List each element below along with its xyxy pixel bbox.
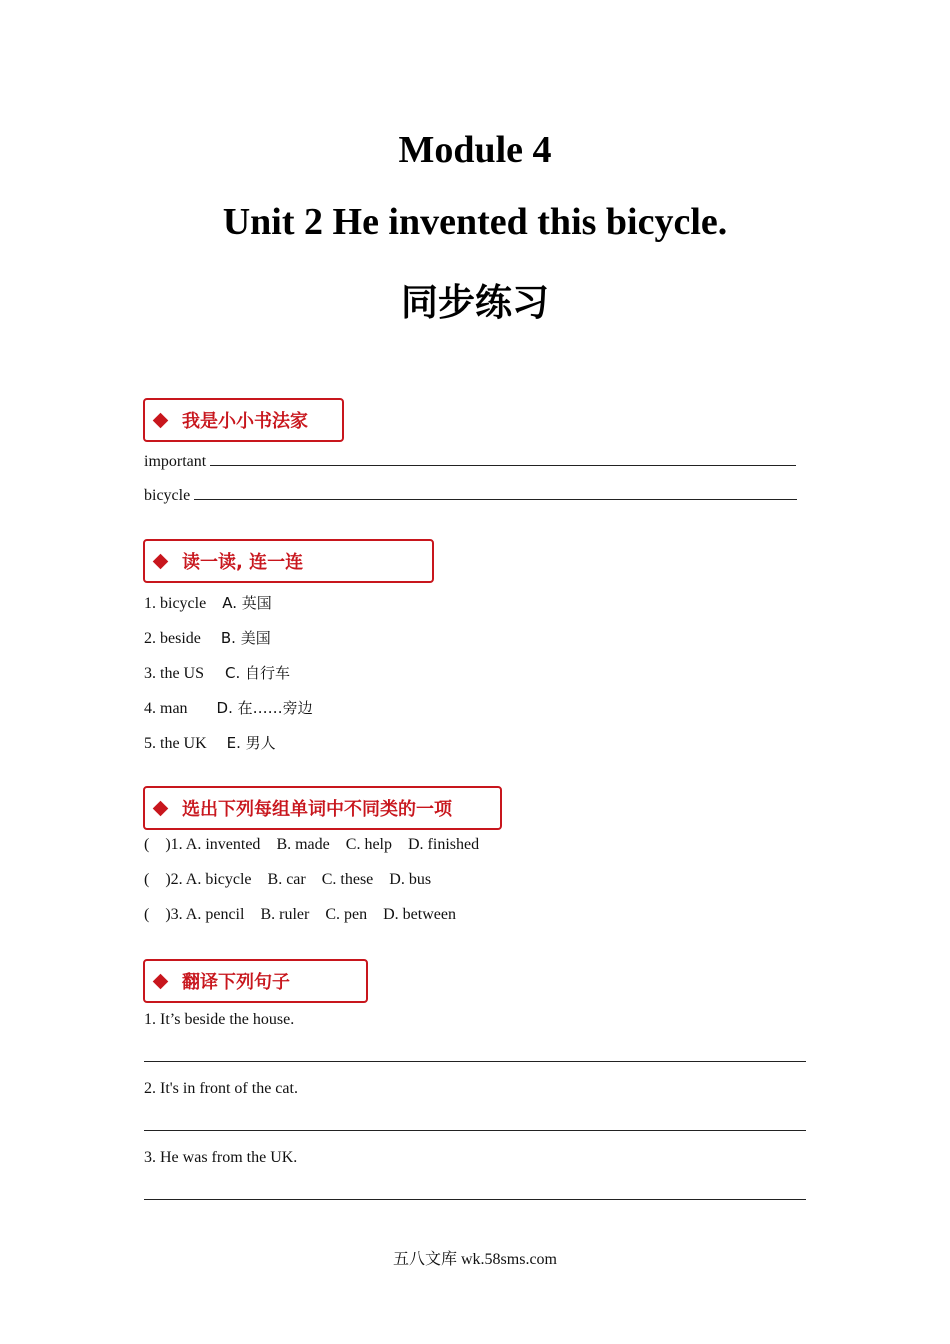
question-row — [144, 871, 431, 889]
match-right: B. 美国 — [220, 629, 271, 647]
section-header-calligraphy — [143, 398, 344, 442]
match-right: E. 男人 — [226, 734, 276, 752]
diamond-bullet-icon — [153, 800, 169, 816]
section-header-matching — [143, 539, 434, 583]
answer-line[interactable] — [144, 1199, 806, 1200]
option: B. ruler — [260, 906, 310, 923]
copy-word-row — [144, 485, 797, 505]
sentence: 2. It's in front of the cat. — [144, 1080, 298, 1097]
word-label: bicycle — [144, 487, 191, 504]
answer-line[interactable] — [144, 1130, 806, 1131]
option: A. invented — [185, 836, 261, 853]
question-prefix[interactable]: ( )2. — [144, 871, 183, 888]
section-title: 翻译下列句子 — [182, 972, 290, 993]
subtitle: 同步练习 — [401, 281, 549, 324]
word-label: important — [144, 453, 207, 470]
match-item — [144, 662, 290, 683]
match-left: 4. man — [144, 700, 188, 717]
question-prefix[interactable]: ( )3. — [144, 906, 183, 923]
option: D. bus — [389, 871, 432, 888]
question-row — [144, 906, 456, 924]
option: A. bicycle — [185, 871, 252, 888]
question-row — [144, 836, 479, 854]
sentence: 3. He was from the UK. — [144, 1149, 298, 1166]
match-right: D. 在……旁边 — [216, 699, 313, 717]
match-item — [144, 627, 271, 648]
option: C. help — [345, 836, 392, 853]
match-left: 2. beside — [144, 630, 201, 647]
section-header-odd-one-out — [143, 786, 502, 830]
writing-line[interactable] — [194, 485, 797, 500]
match-right: C. 自行车 — [225, 664, 291, 682]
match-right: A. 英国 — [222, 594, 272, 612]
match-left: 3. the US — [144, 665, 204, 682]
match-left: 5. the UK — [144, 735, 207, 752]
option: D. between — [383, 906, 456, 923]
match-item — [144, 697, 313, 718]
diamond-bullet-icon — [153, 412, 169, 428]
unit-title: Unit 2 He invented this bicycle. — [222, 201, 728, 243]
option: A. pencil — [185, 906, 245, 923]
footer-text: 五八文库 wk.58sms.com — [392, 1251, 557, 1268]
match-item — [144, 732, 276, 753]
match-left: 1. bicycle — [144, 595, 207, 612]
writing-line[interactable] — [210, 451, 796, 466]
option: B. car — [267, 871, 306, 888]
option: C. these — [321, 871, 374, 888]
section-header-translate — [143, 959, 368, 1003]
section-title: 我是小小书法家 — [182, 411, 308, 432]
answer-line[interactable] — [144, 1061, 806, 1062]
match-item — [144, 592, 272, 613]
copy-word-row — [144, 451, 796, 471]
section-title: 读一读, 连一连 — [182, 552, 304, 573]
question-prefix[interactable]: ( )1. — [144, 836, 183, 853]
diamond-bullet-icon — [153, 973, 169, 989]
option: B. made — [276, 836, 330, 853]
module-title: Module 4 — [398, 129, 552, 171]
diamond-bullet-icon — [153, 553, 169, 569]
option: C. pen — [325, 906, 368, 923]
option: D. finished — [407, 836, 480, 853]
sentence: 1. It’s beside the house. — [144, 1011, 295, 1028]
section-title: 选出下列每组单词中不同类的一项 — [182, 799, 452, 820]
